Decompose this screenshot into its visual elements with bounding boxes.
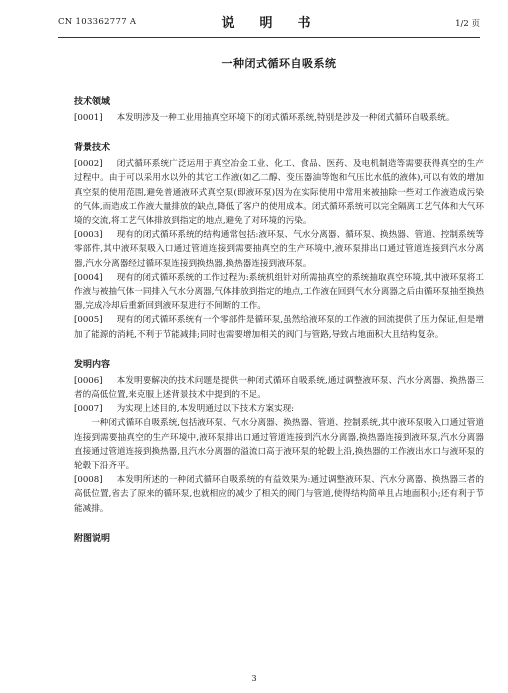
paragraph-0008 [74,473,484,516]
paragraph-text: 本发明涉及一种工业用抽真空环境下的闭式循环系统,特别是涉及一种闭式循环自吸系统。 [116,113,455,123]
paragraph-text: 现有的闭式循环系统有一个零部件是循环泵,虽然给液环泵的工作液的回流提供了压力保证,但是增加了能源的消耗,不利于节能减排;同时也需要增加相关的阀门与管路,导致占地面积大且结构复杂。 [74,315,484,340]
paragraph-text: 现有的闭式循环系统的结构通常包括:液环泵、气水分离器、循环泵、换热器、管道、控制系统等零部件,其中液环泵吸入口通过管道连接到需要抽真空的生产环境中,液环泵排出口通过管道连接到汽水分离器,汽水分离器经过循环泵连接到换热器,换热器连接到液环泵。 [74,230,484,269]
paragraph-text: 为实现上述目的,本发明通过以下技术方案实现: [116,404,295,415]
paragraph-0001 [74,111,484,125]
document-title: 一种闭式循环自吸系统 [221,57,337,70]
paragraph-0003 [74,228,484,271]
paragraph-number: [0001] [74,113,103,123]
paragraph-0007 [74,402,484,416]
page-header [58,12,480,34]
page-number: 3 [251,674,257,683]
paragraph-text: 现有的闭式循环系统的工作过程为:系统机组针对所需抽真空的系统抽取真空环境,其中液环泵将工作液与被抽气体一同排入气水分离器,气体排放到指定的地点,工作液在回到气水分离器之后由循环泵抽至换热器,完成冷却后重新回到液环泵进行不间断的工作。 [74,272,484,312]
paragraph-0006 [74,374,484,402]
paragraph-0004 [74,271,484,314]
paragraph-text: 本发明所述的一种闭式循环自吸系统的有益效果为:通过调整液环泵、汽水分离器、换热器三者的高低位置,省去了原来的循环泵,也就相应的减少了相关的阀门与管道,使得结构简单且占地面积小;还有利于节能减排。 [74,475,484,514]
section-heading-invention: 发明内容 [74,359,111,370]
paragraph-number: [0004] [74,272,103,283]
publication-number: CN 103362777 A [58,17,137,27]
paragraph-number: [0002] [74,159,103,170]
paragraph-0002 [74,157,484,228]
section-heading-drawings: 附图说明 [74,533,111,544]
paragraph-number: [0008] [74,475,103,486]
header-rule [58,37,480,38]
paragraph-0007-continuation: 一种闭式循环自吸系统,包括液环泵、气水分离器、换热器、管道、控制系统,其中液环泵吸入口通过管道连接到需要抽真空的生产环境中,液环泵排出口通过管道连接到汽水分离器,换热器连接到液环泵,汽水分离器直接通过管道连接到换热器,且汽水分离器的溢流口高于液环泵的轮毂上沿,换热器的工作液出水口与液环泵的轮毂下沿齐平。 [74,418,484,472]
page-indicator: 1/2 页 [455,19,480,29]
paragraph-0005 [74,313,484,341]
paragraph-number: [0006] [74,375,103,386]
document-body [74,55,484,548]
section-heading-tech-field: 技术领域 [74,97,111,107]
section-heading-background: 背景技术 [74,143,111,154]
document-type-heading: 说 明 书 [221,16,317,31]
paragraph-number: [0007] [74,404,103,415]
paragraph-text: 本发明要解决的技术问题是提供一种闭式循环自吸系统,通过调整液环泵、汽水分离器、换热器三者的高低位置,来克服上述背景技术中提到的不足。 [74,375,484,401]
paragraph-number: [0003] [74,230,103,241]
paragraph-text: 闭式循环系统广泛运用于真空冶金工业、化工、食品、医药、及电机制造等需要获得真空的生产过程中。由于可以采用水以外的其它工作液(如乙二醇、变压器油等饱和气压比水低的液体),可以有效的增加真空泵的使用范围,避免普通液环式真空泵(即液环泵)因为在实际使用中常用来被抽除一些对工作液造成污染的气体,而造成工作液大量排放的缺点,降低了客户的使用成本。闭式循环系统可以完全隔离工艺气体和大气环境的交流,将工艺气体排放到指定的地点,避免了对环境的污染。 [74,159,484,227]
paragraph-number: [0005] [74,315,103,326]
